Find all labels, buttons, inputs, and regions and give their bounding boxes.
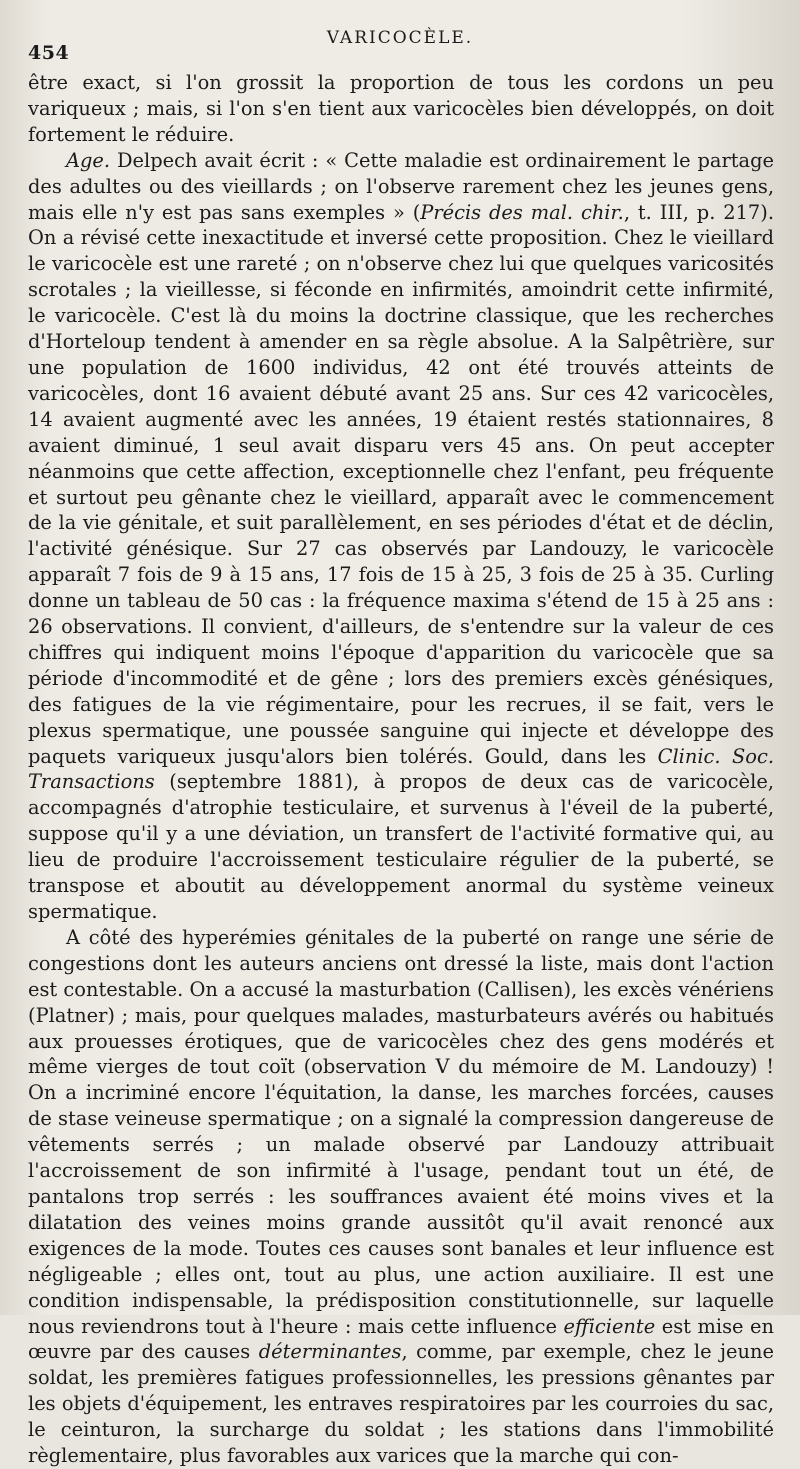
journal-title: Clinic. Soc. Transactions <box>28 744 774 794</box>
emphasis-efficiente: efficiente <box>563 1314 656 1338</box>
paragraph-age <box>28 148 774 925</box>
paragraph-age-text-b: , t. III, p. 217). On a révisé cette inexactitude et inversé cette proposition. Chez le vieillard le varicocèle est une rareté ; on n'observe chez lui que quelques varicosités scrotales ; la vieillesse, si féconde en infirmités, amoindrit cette infirmité, le varicocèle. C'est là du moins la doctrine classique, que les recherches d'Horteloup tendent à amender en sa règle absolue. A la Salpêtrière, sur une population de 1600 individus, 42 ont été trouvés atteints de varicocèles, dont 16 avaient débuté avant 25 ans. Sur ces 42 varicocèles, 14 avaient augmenté avec les années, 19 étaient restés stationnaires, 8 avaient diminué, 1 seul avait disparu vers 45 ans. On peut accepter néanmoins que cette affection, exceptionnelle chez l'enfant, peu fréquente et surtout peu gênante chez le vieillard, apparaît avec le commencement de la vie génitale, et suit parallèlement, en ses périodes d'état et de déclin, l'activité génésique. Sur 27 cas observés par Landouzy, le varicocèle apparaît 7 fois de 9 à 15 ans, 17 fois de 15 à 25, 3 fois de 25 à 35. Curling donne un tableau de 50 cas : la fréquence maxima s'étend de 15 à 25 ans : 26 observations. Il convient, d'ailleurs, de s'entendre sur la valeur de ces chiffres qui indiquent moins l'époque d'apparition du varicocèle que sa période d'incommodité et de gêne ; lors des premiers excès génésiques, des fatigues de la vie régimentaire, pour les recrues, il se fait, vers le plexus spermatique, une poussée sanguine qui injecte et développe des paquets variqueux jusqu'alors bien tolérés. Gould, dans les <box>28 200 774 768</box>
paragraph-continued: être exact, si l'on grossit la proportion de tous les cordons un peu variqueux ; mais, si l'on s'en tient aux varicocèles bien développés, on doit fortement le réduire. <box>28 71 774 146</box>
paragraph-causes <box>28 925 774 1469</box>
emphasis-determinantes: déterminantes <box>258 1340 402 1364</box>
paragraph-age-text-a: Delpech avait écrit : « Cette maladie est ordinairement le partage des adultes ou des vieillards ; on l'observe rarement chez les jeunes gens, mais elle n'y est pas sans exemples » ( <box>28 148 774 224</box>
age-heading: Age. <box>66 148 111 172</box>
body-text <box>28 70 774 1469</box>
reference-title: Précis des mal. chir. <box>420 200 624 224</box>
page-number: 454 <box>28 42 70 64</box>
paragraph-causes-text-a: A côté des hyperémies génitales de la puberté on range une série de congestions dont les auteurs anciens ont dressé la liste, mais dont l'action est contestable. On a accusé la masturbation (Callisen), les excès vénériens (Platner) ; mais, pour quelques malades, masturbateurs avérés ou habitués aux prouesses érotiques, que de varicocèles chez des gens modérés et même vierges de tout coït (observation V du mémoire de M. Landouzy) ! On a incriminé encore l'équitation, la danse, les marches forcées, causes de stase veineuse spermatique ; on a signalé la compression dangereuse de vêtements serrés ; un malade observé par Landouzy attribuait l'accroissement de son infirmité à l'usage, pendant tout un été, de pantalons trop serrés : les souffrances avaient été moins vives et la dilatation des veines moins grande aussitôt qu'il avait renoncé aux exigences de la mode. Toutes ces causes sont banales et leur influence est négligeable ; elles ont, tout au plus, une action auxiliaire. Il est une condition indispensable, la prédisposition constitutionnelle, sur laquelle nous reviendrons tout à l'heure : mais cette influence <box>28 925 774 1338</box>
paragraph-causes-text-b: est mise en œuvre par des causes <box>28 1314 774 1364</box>
running-title: VARICOCÈLE. <box>326 28 474 48</box>
paragraph-age-text-c: (septembre 1881), à propos de deux cas de varicocèle, accompagnés d'atrophie testiculaire, et survenus à l'éveil de la puberté, suppose qu'il y a une déviation, un transfert de l'activité formative qui, au lieu de produire l'accroissement testiculaire régulier de la puberté, se transpose et aboutit au développement anormal du système veineux spermatique. <box>28 770 774 923</box>
paragraph-causes-text-c: , comme, par exemple, chez le jeune soldat, les premières fatigues professionnelles, les pressions gênantes par les objets d'équipement, les entraves respiratoires par les courroies du sac, le ceinturon, la surcharge du soldat ; les stations dans l'immobilité règlementaire, plus favorables aux varices que la marche qui con- <box>28 1340 774 1468</box>
